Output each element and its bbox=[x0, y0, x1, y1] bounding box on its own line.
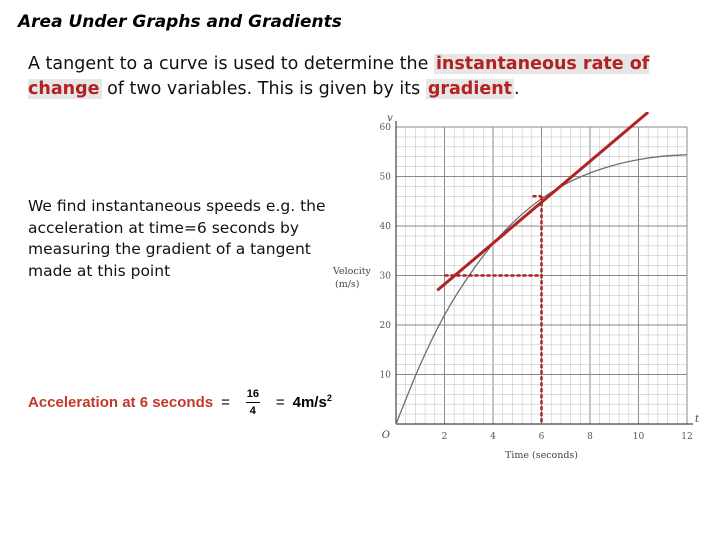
velocity-time-chart bbox=[330, 112, 710, 467]
acceleration-formula bbox=[28, 384, 332, 420]
intro-text-3: . bbox=[514, 79, 520, 99]
fraction-bar bbox=[246, 402, 260, 403]
x-axis-letter: t bbox=[694, 414, 700, 425]
y-tick-label: 10 bbox=[379, 370, 391, 381]
fraction-numerator: 16 bbox=[246, 387, 259, 400]
x-tick-label: 10 bbox=[632, 432, 645, 442]
page-title: Area Under Graphs and Gradients bbox=[18, 12, 342, 32]
intro-text-1: A tangent to a curve is used to determine the bbox=[28, 54, 434, 74]
x-tick-label: 4 bbox=[490, 432, 496, 442]
equals-sign: = bbox=[221, 393, 230, 411]
intro-text-2: of two variables. This is given by its bbox=[101, 79, 426, 99]
y-tick-label: 60 bbox=[379, 123, 391, 133]
y-tick-label: 40 bbox=[379, 222, 391, 232]
y-tick-label: 20 bbox=[379, 321, 391, 331]
equals-sign-2: = bbox=[275, 393, 285, 411]
result-value: 4m/s bbox=[292, 394, 327, 411]
highlight-gradient: gradient bbox=[427, 79, 513, 99]
result-exponent: 2 bbox=[326, 393, 332, 403]
axis-labels bbox=[332, 113, 700, 461]
intro-paragraph bbox=[28, 52, 678, 102]
fraction bbox=[246, 388, 260, 417]
y-tick-label: 30 bbox=[379, 271, 391, 282]
x-tick-label: 8 bbox=[587, 432, 593, 442]
acceleration-label: Acceleration at 6 seconds bbox=[28, 393, 214, 411]
highlight-rate-of-change: instantaneous rate of change bbox=[28, 54, 650, 99]
y-axis-title: Velocity bbox=[333, 266, 371, 277]
y-tick-label: 50 bbox=[379, 172, 391, 183]
y-axis-letter: v bbox=[387, 113, 393, 124]
x-tick-label: 6 bbox=[538, 432, 545, 442]
body-paragraph: We find instantaneous speeds e.g. the acceleration at time=6 seconds by measuring the gradient of a tangent made at this point bbox=[28, 197, 326, 280]
acceleration-result bbox=[293, 393, 332, 411]
x-tick-label: 12 bbox=[681, 432, 693, 442]
x-axis-title: Time (seconds) bbox=[504, 450, 579, 461]
fraction-denominator: 4 bbox=[249, 404, 256, 417]
origin-label: O bbox=[381, 430, 390, 441]
y-axis-unit: (m/s) bbox=[335, 279, 360, 290]
x-tick-label: 2 bbox=[441, 432, 448, 442]
